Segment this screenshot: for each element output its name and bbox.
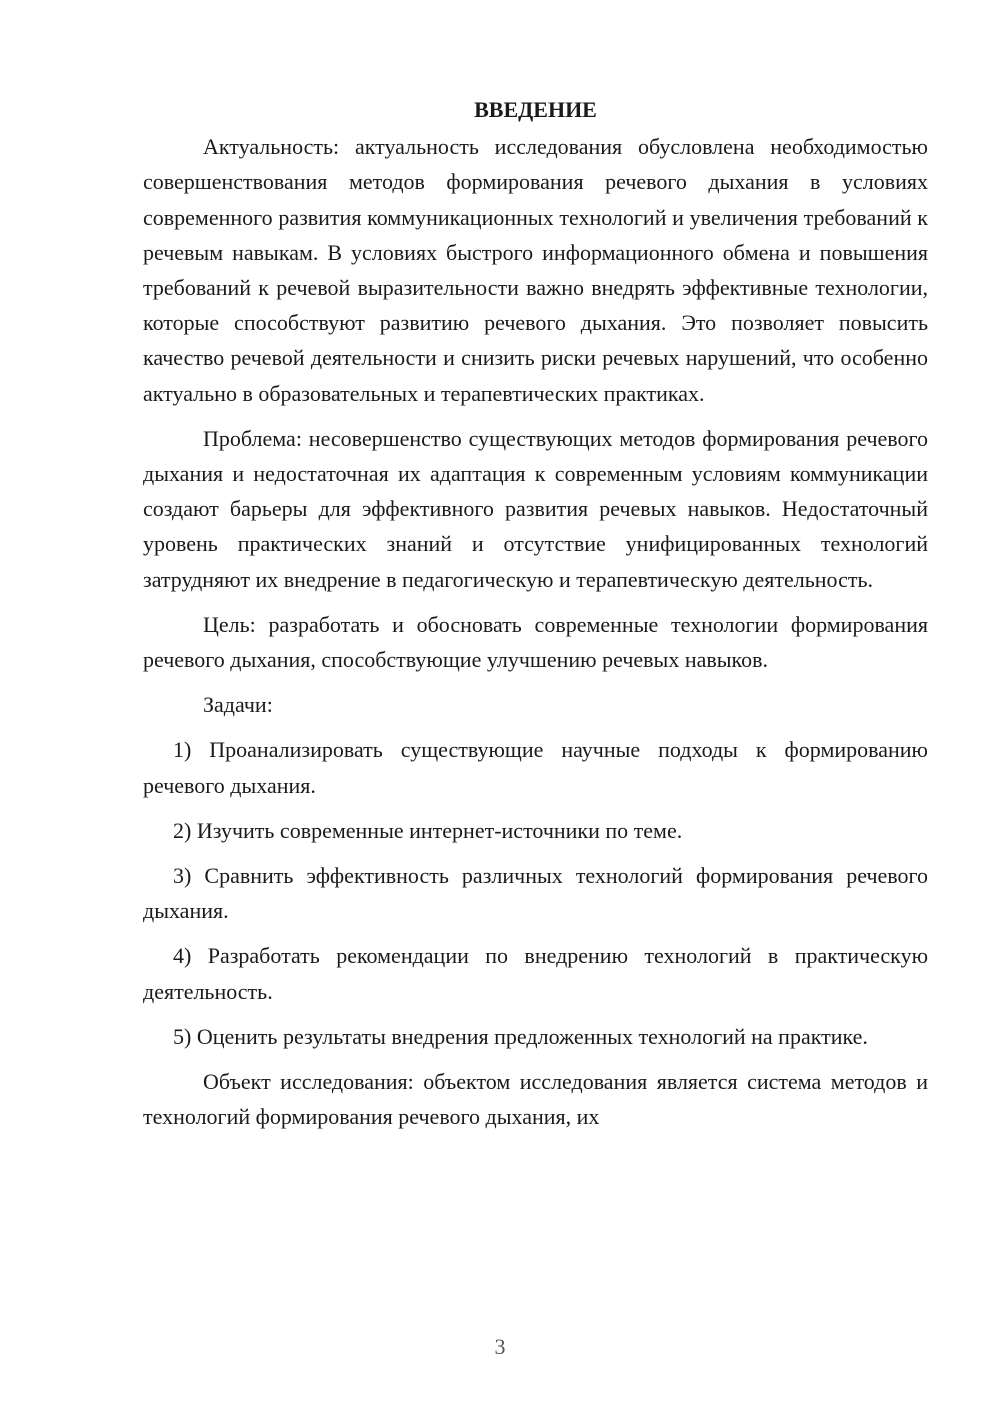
section-title: ВВЕДЕНИЕ bbox=[474, 97, 597, 122]
task-item-2: 2) Изучить современные интернет-источники по теме. bbox=[173, 817, 683, 843]
task-item-3: 3) Сравнить эффективность различных технологий формирования речевого дыхания. bbox=[143, 863, 928, 924]
task-item-1: 1) Проанализировать существующие научные подходы к формированию речевого дыхания. bbox=[143, 737, 928, 798]
page-content bbox=[143, 92, 928, 1144]
tasks-heading: Задачи: bbox=[203, 692, 273, 718]
page-number: 3 bbox=[494, 1334, 506, 1359]
problem-paragraph: Проблема: несовершенство существующих методов формирования речевого дыхания и недостаточная их адаптация к современным условиям коммуникации создают барьеры для эффективного развития речевых навыков. Недостаточный уровень практических знаний и отсутствие унифицированных технологий затрудняют их внедрение в педагогическую и терапевтическую деятельность. bbox=[143, 425, 928, 592]
task-item-4: 4) Разработать рекомендации по внедрению технологий в практическую деятельность. bbox=[143, 943, 928, 1004]
task-item-5: 5) Оценить результаты внедрения предложенных технологий на практике. bbox=[173, 1023, 868, 1049]
object-paragraph: Объект исследования: объектом исследования является система методов и технологий формирования речевого дыхания, их bbox=[143, 1069, 928, 1130]
goal-paragraph: Цель: разработать и обосновать современные технологии формирования речевого дыхания, способствующие улучшению речевых навыков. bbox=[143, 611, 928, 673]
relevance-paragraph: Актуальность: актуальность исследования обусловлена необходимостью совершенствования методов формирования речевого дыхания в условиях современного развития коммуникационных технологий и увеличения требований к речевым навыкам. В условиях быстрого информационного обмена и повышения требований к речевой выразительности важно внедрять эффективные технологии, которые способствуют развитию речевого дыхания. Это позволяет повысить качество речевой деятельности и снизить риски речевых нарушений, что особенно актуально в образовательных и терапевтических практиках. bbox=[143, 134, 928, 406]
